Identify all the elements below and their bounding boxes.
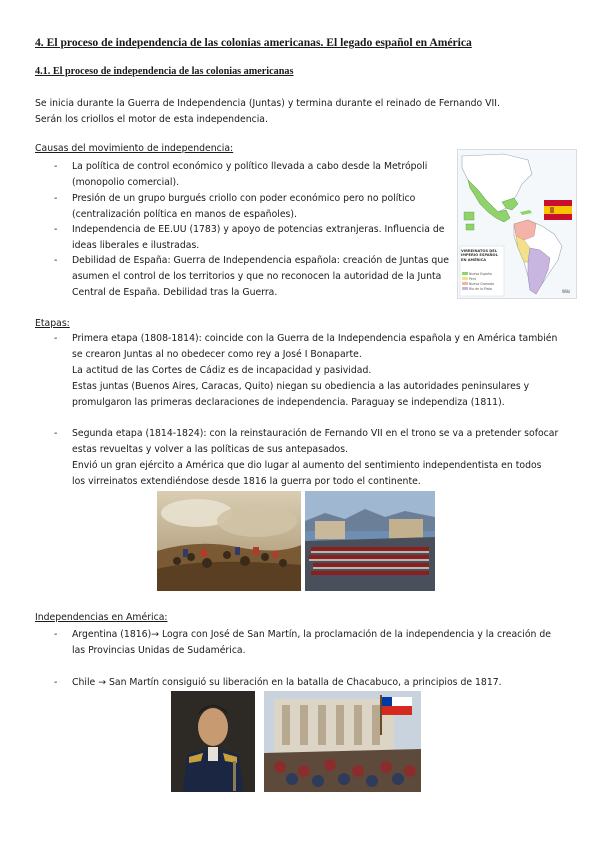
list-bullet: - xyxy=(54,161,58,172)
independencias-heading: Independencias en América: xyxy=(35,612,168,623)
list-bullet: - xyxy=(54,677,58,688)
battle-painting-drawing xyxy=(157,491,301,591)
cause-line: Independencia de EE.UU (1783) y apoyo de potencias extranjeras. Influencia de xyxy=(72,224,445,235)
independence-line: las Provincias Unidas de Sudamérica. xyxy=(72,645,246,656)
list-bullet: - xyxy=(54,193,58,204)
independence-line: Argentina (1816)→ Logra con José de San Martín, la proclamación de la independencia y la creación de xyxy=(72,629,552,640)
stages-heading: Etapas: xyxy=(35,318,70,329)
viceroyalties-map-image xyxy=(457,149,577,299)
cause-line: (centralización política en manos de españoles). xyxy=(72,209,297,220)
list-bullet: - xyxy=(54,255,58,266)
map-credit: Wiki xyxy=(562,289,571,294)
chile-independence-painting-image xyxy=(264,691,421,792)
page-title: 4. El proceso de independencia de las colonias americanas. El legado español en América xyxy=(35,36,472,49)
independence-line: Chile → San Martín consiguió su liberación en la batalla de Chacabuco, a principios de 1817. xyxy=(72,677,502,688)
san-martin-portrait-image xyxy=(171,691,255,792)
stage-line: se crearon Juntas al no obedecer como rey a José I Bonaparte. xyxy=(72,349,362,360)
map-legend-item: Perú xyxy=(469,276,477,281)
cause-line: Debilidad de España: Guerra de Independencia española: creación de Juntas que xyxy=(72,255,449,266)
cause-line: (monopolio comercial). xyxy=(72,177,180,188)
cause-line: Central de España. Debilidad tras la Guerra. xyxy=(72,287,278,298)
stage-line: Segunda etapa (1814-1824): con la reinstauración de Fernando VII en el trono se va a pretender sofocar xyxy=(72,428,559,439)
stage-line: promulgaron las primeras declaraciones de independencia. Paraguay se independiza (1811). xyxy=(72,397,505,408)
intro-paragraph xyxy=(35,96,500,128)
independence-item xyxy=(72,627,551,659)
list-bullet: - xyxy=(54,224,58,235)
stage-item xyxy=(72,426,558,490)
independence-item xyxy=(72,675,502,691)
intro-line: Serán los criollos el motor de esta independencia. xyxy=(35,114,268,125)
cause-line: asumen el control de los territorios y que no reconocen la autoridad de la Junta xyxy=(72,271,442,282)
intro-line: Se inicia durante la Guerra de Independencia (Juntas) y termina durante el reinado de Fernando VII. xyxy=(35,98,500,109)
list-bullet: - xyxy=(54,333,58,344)
list-bullet: - xyxy=(54,428,58,439)
stage-line: Estas juntas (Buenos Aires, Caracas, Quito) niegan su obediencia a las autoridades peninsulares y xyxy=(72,381,530,392)
cause-line: La política de control económico y político llevada a cabo desde la Metrópoli xyxy=(72,161,428,172)
cause-item xyxy=(72,253,449,301)
troops-painting-drawing xyxy=(305,491,435,591)
stage-item xyxy=(72,331,557,411)
stage-line: estas revueltas y volver a las políticas de sus antepasados. xyxy=(72,444,349,455)
troops-painting-image xyxy=(305,491,435,591)
map-legend-title: VIRREINATOS DEL IMPERIO ESPAÑOL EN AMÉRICA xyxy=(461,249,498,262)
cause-item xyxy=(72,191,415,223)
list-bullet: - xyxy=(54,629,58,640)
map-legend-item: Nueva España xyxy=(469,271,492,276)
stage-line: La actitud de las Cortes de Cádiz es de incapacidad y pasividad. xyxy=(72,365,372,376)
causes-heading: Causas del movimiento de independencia: xyxy=(35,143,234,154)
stage-line: Primera etapa (1808-1814): coincide con la Guerra de la Independencia española y en América también xyxy=(72,333,558,344)
stage-line: los virreinatos extendiéndose desde 1816 la guerra por todo el continente. xyxy=(72,476,421,487)
battle-painting-image xyxy=(157,491,301,591)
cause-line: Presión de un grupo burgués criollo con poder económico pero no político xyxy=(72,193,416,204)
cause-item xyxy=(72,222,445,254)
map-legend-item: Río de la Plata xyxy=(469,286,492,291)
stage-line: Envió un gran ejército a América que dio lugar al aumento del sentimiento independentista en todos xyxy=(72,460,542,471)
portrait-drawing xyxy=(171,691,255,792)
cause-item xyxy=(72,159,427,191)
chile-painting-drawing xyxy=(264,691,421,792)
map-legend-item: Nueva Granada xyxy=(469,281,494,286)
cause-line: ideas liberales e ilustradas. xyxy=(72,240,200,251)
section-subtitle: 4.1. El proceso de independencia de las colonias americanas xyxy=(35,66,294,77)
